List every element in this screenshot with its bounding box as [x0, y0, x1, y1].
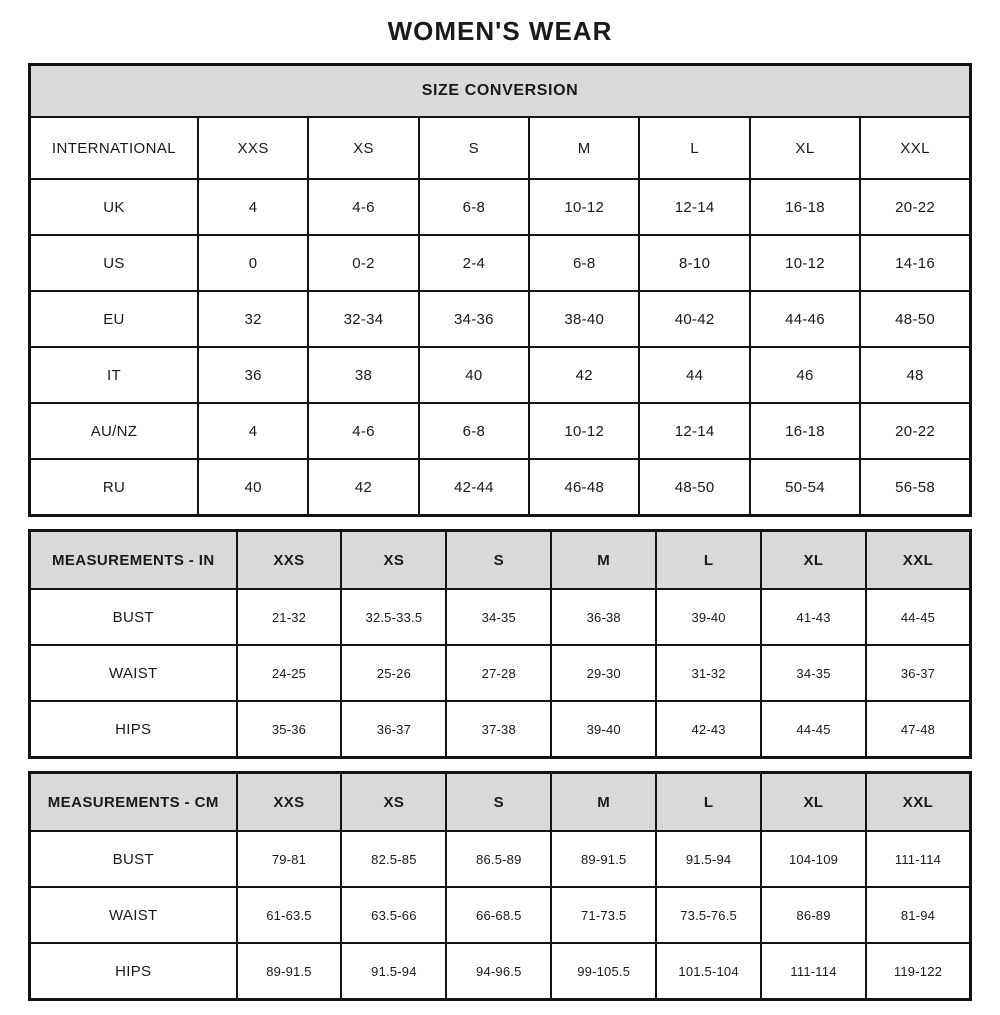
size-conversion-body — [30, 179, 971, 516]
size-value-cell: 0-2 — [308, 235, 418, 291]
size-value-cell: 20-22 — [860, 403, 970, 459]
size-value-cell: 48-50 — [639, 459, 749, 516]
size-column-header: L — [656, 773, 761, 832]
size-column-header: XS — [341, 531, 446, 590]
size-column-header: XXL — [866, 773, 971, 832]
size-conversion-row — [30, 347, 971, 403]
measurement-value-cell: 91.5-94 — [341, 943, 446, 1000]
size-value-cell: 4 — [198, 403, 308, 459]
size-value-cell: 44 — [639, 347, 749, 403]
size-value-cell: 42 — [308, 459, 418, 516]
size-value-cell: 6-8 — [419, 179, 529, 235]
measurement-value-cell: 34-35 — [446, 589, 551, 645]
size-column-header: L — [639, 117, 749, 179]
region-label: EU — [30, 291, 198, 347]
size-column-header: XXS — [198, 117, 308, 179]
size-column-header: S — [419, 117, 529, 179]
size-column-header: XL — [761, 531, 866, 590]
size-value-cell: 4-6 — [308, 179, 418, 235]
measurement-value-cell: 39-40 — [656, 589, 761, 645]
measurement-value-cell: 81-94 — [866, 887, 971, 943]
measurement-value-cell: 94-96.5 — [446, 943, 551, 1000]
size-value-cell: 40 — [198, 459, 308, 516]
measurement-value-cell: 29-30 — [551, 645, 656, 701]
size-conversion-table — [28, 63, 972, 517]
measurement-value-cell: 35-36 — [237, 701, 342, 758]
size-value-cell: 6-8 — [419, 403, 529, 459]
size-conversion-row — [30, 459, 971, 516]
size-column-header: XXS — [237, 531, 342, 590]
size-value-cell: 4-6 — [308, 403, 418, 459]
size-value-cell: 12-14 — [639, 403, 749, 459]
size-value-cell: 4 — [198, 179, 308, 235]
measurement-value-cell: 66-68.5 — [446, 887, 551, 943]
region-label: RU — [30, 459, 198, 516]
measurements-in-table — [28, 529, 972, 759]
size-value-cell: 16-18 — [750, 179, 860, 235]
size-value-cell: 42-44 — [419, 459, 529, 516]
size-column-header: S — [446, 773, 551, 832]
measurement-value-cell: 32.5-33.5 — [341, 589, 446, 645]
measurement-value-cell: 25-26 — [341, 645, 446, 701]
measurement-value-cell: 73.5-76.5 — [656, 887, 761, 943]
measurement-label: WAIST — [30, 887, 237, 943]
measurement-row — [30, 943, 971, 1000]
size-value-cell: 40-42 — [639, 291, 749, 347]
size-column-header: L — [656, 531, 761, 590]
measurement-value-cell: 37-38 — [446, 701, 551, 758]
size-column-header: XL — [761, 773, 866, 832]
size-value-cell: 34-36 — [419, 291, 529, 347]
measurement-value-cell: 79-81 — [237, 831, 342, 887]
measurement-value-cell: 101.5-104 — [656, 943, 761, 1000]
size-value-cell: 32 — [198, 291, 308, 347]
region-label: UK — [30, 179, 198, 235]
measurement-row — [30, 701, 971, 758]
size-value-cell: 16-18 — [750, 403, 860, 459]
measurements-cm-body — [30, 831, 971, 1000]
measurement-label: WAIST — [30, 645, 237, 701]
measurements-in-title: MEASUREMENTS - IN — [30, 531, 237, 590]
measurement-value-cell: 39-40 — [551, 701, 656, 758]
size-conversion-row — [30, 235, 971, 291]
measurement-value-cell: 111-114 — [866, 831, 971, 887]
measurement-value-cell: 104-109 — [761, 831, 866, 887]
measurement-value-cell: 86.5-89 — [446, 831, 551, 887]
size-column-header: XXS — [237, 773, 342, 832]
measurement-value-cell: 44-45 — [866, 589, 971, 645]
size-column-header: XXL — [860, 117, 970, 179]
measurement-value-cell: 89-91.5 — [237, 943, 342, 1000]
size-column-header: S — [446, 531, 551, 590]
size-value-cell: 50-54 — [750, 459, 860, 516]
size-value-cell: 10-12 — [529, 403, 639, 459]
measurement-value-cell: 34-35 — [761, 645, 866, 701]
measurement-row — [30, 887, 971, 943]
measurement-value-cell: 63.5-66 — [341, 887, 446, 943]
size-value-cell: 14-16 — [860, 235, 970, 291]
size-value-cell: 56-58 — [860, 459, 970, 516]
size-value-cell: 12-14 — [639, 179, 749, 235]
measurement-value-cell: 111-114 — [761, 943, 866, 1000]
size-value-cell: 42 — [529, 347, 639, 403]
measurement-value-cell: 47-48 — [866, 701, 971, 758]
measurement-row — [30, 645, 971, 701]
size-value-cell: 38 — [308, 347, 418, 403]
size-value-cell: 46 — [750, 347, 860, 403]
measurement-value-cell: 42-43 — [656, 701, 761, 758]
page-title: WOMEN'S WEAR — [387, 16, 613, 46]
measurement-value-cell: 86-89 — [761, 887, 866, 943]
size-column-header: XS — [308, 117, 418, 179]
measurements-cm-table — [28, 771, 972, 1001]
size-conversion-banner: SIZE CONVERSION — [30, 65, 971, 118]
size-conversion-columns-row — [30, 117, 971, 179]
region-label: US — [30, 235, 198, 291]
size-value-cell: 38-40 — [529, 291, 639, 347]
size-value-cell: 46-48 — [529, 459, 639, 516]
measurement-value-cell: 99-105.5 — [551, 943, 656, 1000]
measurements-cm-header-row — [30, 773, 971, 832]
region-label: AU/NZ — [30, 403, 198, 459]
size-column-header: M — [551, 773, 656, 832]
measurement-value-cell: 27-28 — [446, 645, 551, 701]
measurement-label: BUST — [30, 831, 237, 887]
size-value-cell: 48 — [860, 347, 970, 403]
international-column-header: INTERNATIONAL — [30, 117, 198, 179]
table-gap — [28, 517, 972, 529]
measurement-label: BUST — [30, 589, 237, 645]
size-value-cell: 32-34 — [308, 291, 418, 347]
measurements-in-header-row — [30, 531, 971, 590]
region-label: IT — [30, 347, 198, 403]
measurement-value-cell: 89-91.5 — [551, 831, 656, 887]
measurements-cm-title: MEASUREMENTS - CM — [30, 773, 237, 832]
table-gap — [28, 759, 972, 771]
size-value-cell: 10-12 — [750, 235, 860, 291]
size-value-cell: 6-8 — [529, 235, 639, 291]
size-conversion-row — [30, 403, 971, 459]
measurement-value-cell: 36-37 — [341, 701, 446, 758]
size-chart-page — [28, 0, 972, 1015]
size-conversion-row — [30, 179, 971, 235]
size-column-header: XXL — [866, 531, 971, 590]
size-value-cell: 40 — [419, 347, 529, 403]
measurement-row — [30, 589, 971, 645]
size-value-cell: 2-4 — [419, 235, 529, 291]
size-value-cell: 10-12 — [529, 179, 639, 235]
size-value-cell: 36 — [198, 347, 308, 403]
measurement-label: HIPS — [30, 701, 237, 758]
size-value-cell: 8-10 — [639, 235, 749, 291]
measurement-label: HIPS — [30, 943, 237, 1000]
size-value-cell: 44-46 — [750, 291, 860, 347]
measurement-value-cell: 36-37 — [866, 645, 971, 701]
measurement-value-cell: 31-32 — [656, 645, 761, 701]
size-conversion-row — [30, 291, 971, 347]
size-value-cell: 20-22 — [860, 179, 970, 235]
measurements-in-body — [30, 589, 971, 758]
measurement-value-cell: 82.5-85 — [341, 831, 446, 887]
measurement-value-cell: 36-38 — [551, 589, 656, 645]
size-column-header: XS — [341, 773, 446, 832]
measurement-value-cell: 44-45 — [761, 701, 866, 758]
measurement-value-cell: 21-32 — [237, 589, 342, 645]
measurement-row — [30, 831, 971, 887]
measurement-value-cell: 91.5-94 — [656, 831, 761, 887]
measurement-value-cell: 71-73.5 — [551, 887, 656, 943]
measurement-value-cell: 24-25 — [237, 645, 342, 701]
measurement-value-cell: 41-43 — [761, 589, 866, 645]
size-value-cell: 0 — [198, 235, 308, 291]
measurement-value-cell: 119-122 — [866, 943, 971, 1000]
size-column-header: XL — [750, 117, 860, 179]
measurement-value-cell: 61-63.5 — [237, 887, 342, 943]
size-column-header: M — [551, 531, 656, 590]
size-conversion-banner-row — [30, 65, 971, 118]
size-value-cell: 48-50 — [860, 291, 970, 347]
size-column-header: M — [529, 117, 639, 179]
